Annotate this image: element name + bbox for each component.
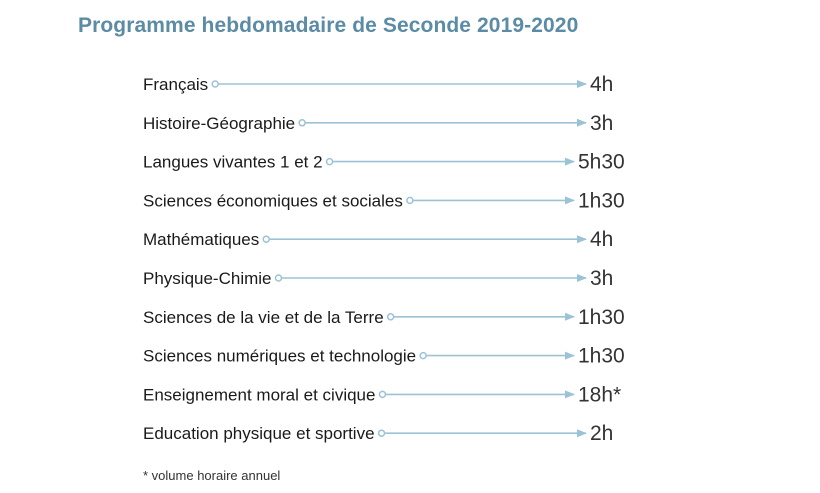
subject-label: Mathématiques bbox=[143, 230, 260, 250]
hours-value: 3h bbox=[590, 111, 614, 135]
subject-label: Sciences de la vie et de la Terre bbox=[143, 307, 384, 327]
arrow-origin-dot bbox=[327, 159, 333, 165]
arrow-origin-dot bbox=[379, 391, 385, 397]
arrow-origin-dot bbox=[379, 430, 385, 436]
hours-value: 2h bbox=[590, 422, 614, 446]
arrow-origin-dot bbox=[212, 81, 218, 87]
subject-label: Langues vivantes 1 et 2 bbox=[143, 152, 323, 172]
hours-value: 5h30 bbox=[578, 150, 625, 174]
subject-label: Sciences économiques et sociales bbox=[143, 191, 403, 211]
hours-value: 1h30 bbox=[578, 344, 625, 368]
chart-title: Programme hebdomadaire de Seconde 2019-2020 bbox=[78, 14, 579, 37]
subject-label: Physique-Chimie bbox=[143, 269, 272, 288]
hours-value: 3h bbox=[590, 267, 614, 290]
footnote: * volume horaire annuel bbox=[143, 468, 281, 483]
arrow-origin-dot bbox=[263, 236, 269, 242]
arrow-origin-dot bbox=[420, 353, 426, 359]
hours-value: 1h30 bbox=[578, 189, 625, 213]
hours-value: 4h bbox=[590, 73, 614, 96]
arrow-origin-dot bbox=[388, 314, 394, 320]
hours-value: 18h* bbox=[578, 383, 622, 407]
subject-label: Histoire-Géographie bbox=[143, 113, 296, 133]
arrow-origin-dot bbox=[407, 197, 413, 203]
subject-label: Enseignement moral et civique bbox=[143, 385, 376, 405]
arrow-origin-dot bbox=[276, 275, 282, 281]
hours-value: 1h30 bbox=[578, 305, 625, 329]
arrow-origin-dot bbox=[299, 120, 305, 126]
subject-label: Français bbox=[143, 75, 209, 94]
subject-label: Education physique et sportive bbox=[143, 424, 375, 444]
subject-label: Sciences numériques et technologie bbox=[143, 346, 417, 366]
hours-value: 4h bbox=[590, 228, 614, 252]
